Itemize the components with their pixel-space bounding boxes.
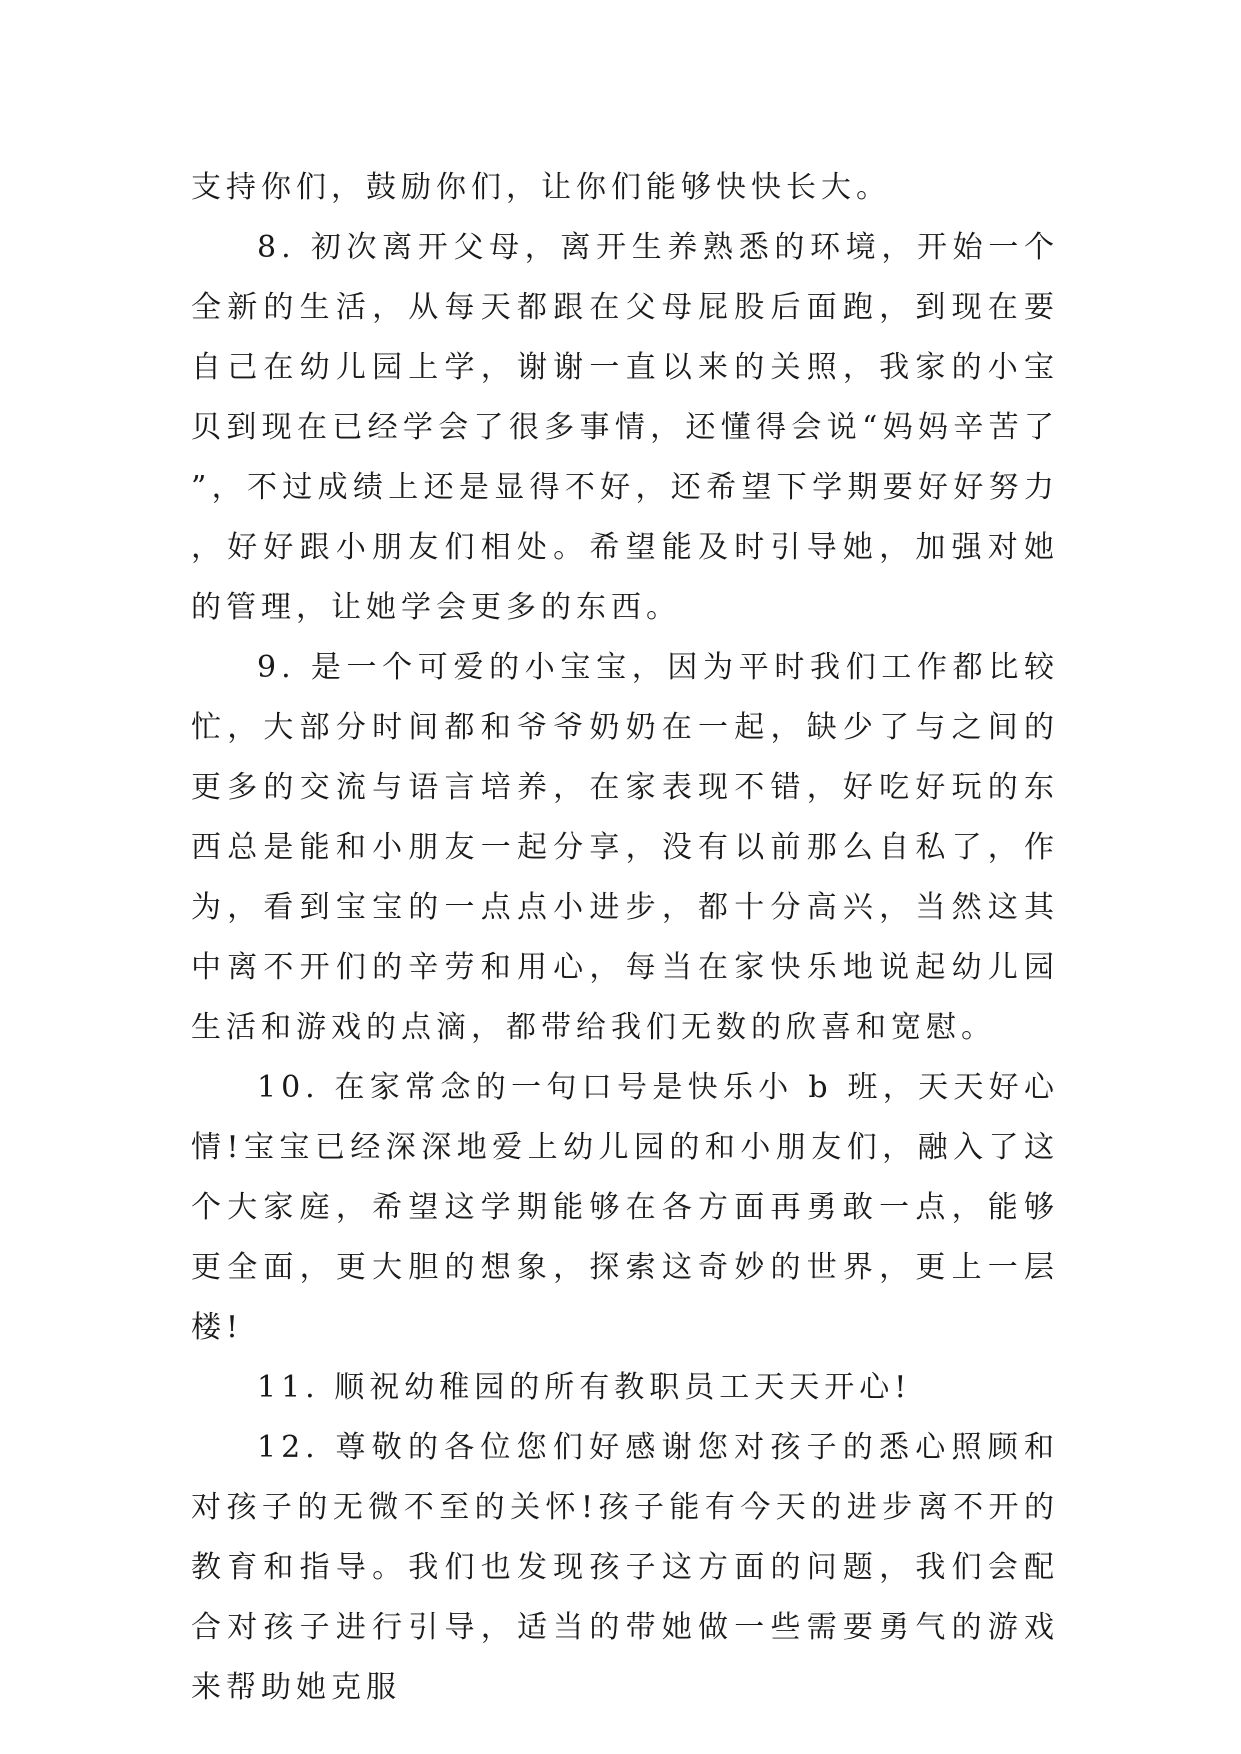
paragraph-item-12: 12. 尊敬的各位您们好感谢您对孩子的悉心照顾和对孩子的无微不至的关怀!孩子能有今天的进步离不开的教育和指导。我们也发现孩子这方面的问题，我们会配合对孩子进行引导，适当的带她做一些需要勇气的游戏来帮助她克服 (191, 1430, 1059, 1705)
paragraph-continuation: 支持你们，鼓励你们，让你们能够快快长大。 (191, 170, 891, 205)
document-body (191, 158, 1059, 1718)
paragraph-item-10: 10. 在家常念的一句口号是快乐小 b 班，天天好心情!宝宝已经深深地爱上幼儿园的和小朋友们，融入了这个大家庭，希望这学期能够在各方面再勇敢一点，能够更全面，更大胆的想象，探索这奇妙的世界，更上一层楼! (191, 1070, 1059, 1345)
paragraph-item-11: 11. 顺祝幼稚园的所有教职员工天天开心! (257, 1370, 912, 1405)
paragraph-item-8: 8. 初次离开父母，离开生养熟悉的环境，开始一个全新的生活，从每天都跟在父母屁股后面跑，到现在要自己在幼儿园上学，谢谢一直以来的关照，我家的小宝贝到现在已经学会了很多事情，还懂得会说“妈妈辛苦了”，不过成绩上还是显得不好，还希望下学期要好好努力，好好跟小朋友们相处。希望能及时引导她，加强对她的管理，让她学会更多的东西。 (191, 230, 1059, 625)
paragraph-item-9: 9. 是一个可爱的小宝宝，因为平时我们工作都比较忙，大部分时间都和爷爷奶奶在一起，缺少了与之间的更多的交流与语言培养，在家表现不错，好吃好玩的东西总是能和小朋友一起分享，没有以前那么自私了，作为，看到宝宝的一点点小进步，都十分高兴，当然这其中离不开们的辛劳和用心，每当在家快乐地说起幼儿园生活和游戏的点滴，都带给我们无数的欣喜和宽慰。 (191, 650, 1059, 1045)
